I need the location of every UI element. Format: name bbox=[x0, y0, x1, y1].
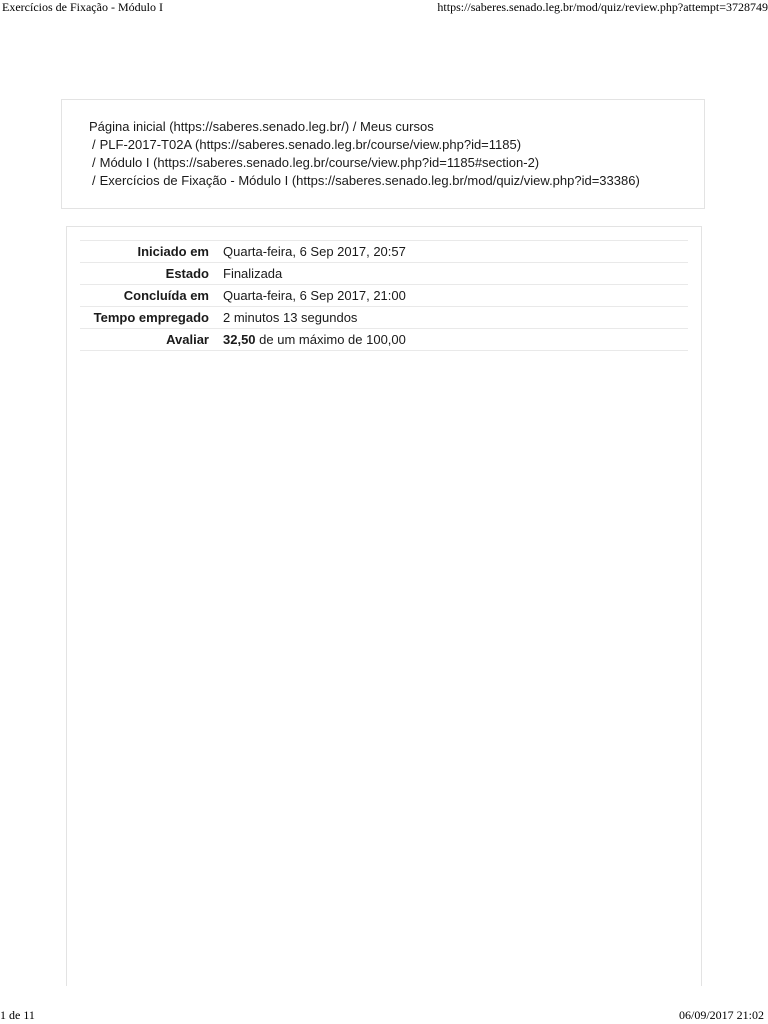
state-value: Finalizada bbox=[223, 266, 283, 281]
summary-row-grade bbox=[80, 329, 688, 351]
breadcrumb-item-home[interactable] bbox=[89, 118, 640, 136]
breadcrumb-link-course[interactable]: PLF-2017-T02A (https://saberes.senado.leg.br/course/view.php?id=1185) bbox=[99, 137, 522, 152]
breadcrumb-link-home[interactable]: Página inicial (https://saberes.senado.leg.br/) bbox=[89, 119, 350, 134]
summary-row-time bbox=[80, 307, 688, 329]
attempt-summary-table bbox=[80, 240, 688, 351]
state-label: Estado bbox=[165, 266, 209, 281]
breadcrumb-separator: / bbox=[92, 173, 96, 188]
grade-label: Avaliar bbox=[166, 332, 209, 347]
grade-value bbox=[217, 329, 688, 351]
breadcrumb-item-course[interactable] bbox=[89, 136, 640, 154]
grade-score: 32,50 bbox=[223, 332, 256, 347]
summary-row-started bbox=[80, 241, 688, 263]
completed-value: Quarta-feira, 6 Sep 2017, 21:00 bbox=[223, 288, 406, 303]
started-value: Quarta-feira, 6 Sep 2017, 20:57 bbox=[223, 244, 406, 259]
summary-row-state bbox=[80, 263, 688, 285]
time-taken-value: 2 minutos 13 segundos bbox=[223, 310, 358, 325]
breadcrumb-separator: / bbox=[92, 137, 96, 152]
breadcrumb-link-my-courses[interactable]: Meus cursos bbox=[360, 119, 434, 134]
summary-row-completed bbox=[80, 285, 688, 307]
breadcrumb-separator: / bbox=[352, 119, 357, 134]
breadcrumb-separator: / bbox=[92, 155, 96, 170]
started-label: Iniciado em bbox=[137, 244, 209, 259]
print-header-url: https://saberes.senado.leg.br/mod/quiz/review.php?attempt=3728749 bbox=[437, 0, 768, 14]
breadcrumb bbox=[61, 99, 705, 209]
print-footer-datetime: 06/09/2017 21:02 bbox=[678, 1008, 764, 1022]
breadcrumb-item-quiz[interactable] bbox=[89, 172, 640, 190]
time-taken-label: Tempo empregado bbox=[93, 310, 209, 325]
print-header-title: Exercícios de Fixação - Módulo I bbox=[2, 0, 163, 14]
completed-label: Concluída em bbox=[123, 288, 209, 303]
quiz-attempt-summary bbox=[66, 226, 702, 986]
breadcrumb-list bbox=[89, 118, 640, 190]
breadcrumb-item-module[interactable] bbox=[89, 154, 640, 172]
breadcrumb-link-quiz[interactable]: Exercícios de Fixação - Módulo I (https://saberes.senado.leg.br/mod/quiz/view.php?id=33386) bbox=[99, 173, 640, 188]
breadcrumb-link-module[interactable]: Módulo I (https://saberes.senado.leg.br/course/view.php?id=1185#section-2) bbox=[99, 155, 540, 170]
print-footer-page: 1 de 11 bbox=[0, 1008, 35, 1022]
grade-max: de um máximo de 100,00 bbox=[259, 332, 406, 347]
